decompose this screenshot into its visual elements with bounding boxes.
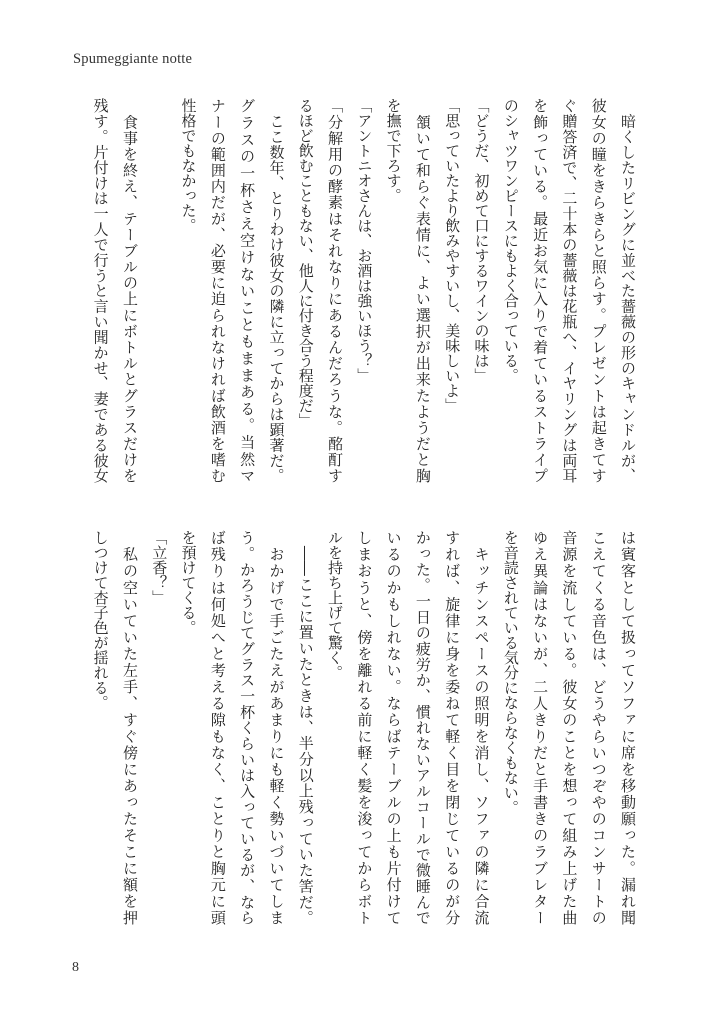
text-line: 音源を流している。彼女のことを想って組み上げた曲 — [560, 530, 579, 925]
text-line: るほど飲むこともない、他人に付き合う程度だ」 — [296, 98, 315, 428]
text-line: 性格でもなかった。 — [179, 98, 198, 233]
text-line: ――ここに置いたときは、半分以上残っていた筈だ。 — [296, 530, 315, 925]
text-block-bottom — [82, 530, 642, 925]
text-line: 暗くしたリビングに並べた薔薇の形のキャンドルが、 — [619, 98, 637, 483]
text-line: こえてくる音色は、どうやらいつぞやのコンサートの — [589, 530, 608, 925]
text-line: すれば、旋律に身を委ねて軽く目を閉じているのが分 — [443, 530, 462, 925]
text-line: しつけて杏子色が揺れる。 — [91, 530, 110, 710]
text-line: を撫で下ろす。 — [384, 98, 403, 203]
text-line — [144, 98, 173, 483]
page-number: 8 — [72, 960, 79, 975]
text-line: グラスの一杯さえ空けないこともままある。当然マ — [238, 98, 257, 483]
text-line: 私の空いていた左手、すぐ傍にあったそこに額を押 — [120, 530, 139, 925]
text-line: のシャツワンピースにもよく合っている。 — [501, 98, 520, 383]
text-line: 「思っていたより飲みやすいし、美味しいよ」 — [443, 98, 462, 413]
text-block-top — [82, 98, 642, 483]
text-line: を音読されている気分にならなくもない。 — [501, 530, 520, 815]
text-line: 食事を終え、テーブルの上にボトルとグラスだけを — [120, 98, 139, 483]
text-line: ルを持ち上げて驚く。 — [326, 530, 345, 680]
text-line: しまおうと、傍を離れる前に軽く髪を浚ってからボト — [355, 530, 374, 925]
text-line: いるのかもしれない。ならばテーブルの上も片付けて — [384, 530, 403, 925]
text-line: ぐ贈答済で、二十本の薔薇は花瓶へ、イヤリングは両耳 — [560, 98, 579, 483]
text-line: おかげで手ごたえがあまりにも軽く勢いづいてしま — [267, 530, 286, 925]
text-line: を飾っている。最近お気に入りで着ているストライプ — [531, 98, 550, 483]
text-line: ナーの範囲内だが、必要に迫られなければ飲酒を嗜む — [208, 98, 227, 483]
text-line: ゆえ異論はないが、二人きりだと手書きのラブレター — [531, 530, 550, 925]
text-line: 残す。片付けは一人で行うと言い聞かせ、妻である彼女 — [91, 98, 110, 483]
text-line: ここ数年、とりわけ彼女の隣に立ってからは顕著だ。 — [267, 98, 286, 483]
text-line: を預けてくる。 — [179, 530, 198, 635]
text-line: 「立香？」 — [150, 530, 169, 605]
text-line: は賓客として扱ってソファに席を移動願った。漏れ聞 — [619, 530, 637, 925]
text-line: 彼女の瞳をきらきらと照らす。プレゼントは起きてす — [589, 98, 608, 483]
text-line: ば残りは何処へと考える隙もなく、ことりと胸元に頭 — [208, 530, 227, 925]
text-line: かった。一日の疲労か、慣れないアルコールで微睡んで — [413, 530, 432, 925]
running-title: Spumeggiante notte — [73, 51, 193, 67]
text-line: 「分解用の酵素はそれなりにあるんだろうな。酩酊す — [326, 98, 345, 483]
text-line: う。かろうじてグラス一杯くらいは入っているが、なら — [238, 530, 257, 925]
text-line: 「どうだ、初めて口にするワインの味は」 — [472, 98, 491, 383]
text-line: 頷いて和らぐ表情に、よい選択が出来たようだと胸 — [413, 98, 432, 483]
text-line: 「アントニオさんは、お酒は強いほう？」 — [355, 98, 374, 383]
text-line: キッチンスペースの照明を消し、ソファの隣に合流 — [472, 530, 491, 925]
